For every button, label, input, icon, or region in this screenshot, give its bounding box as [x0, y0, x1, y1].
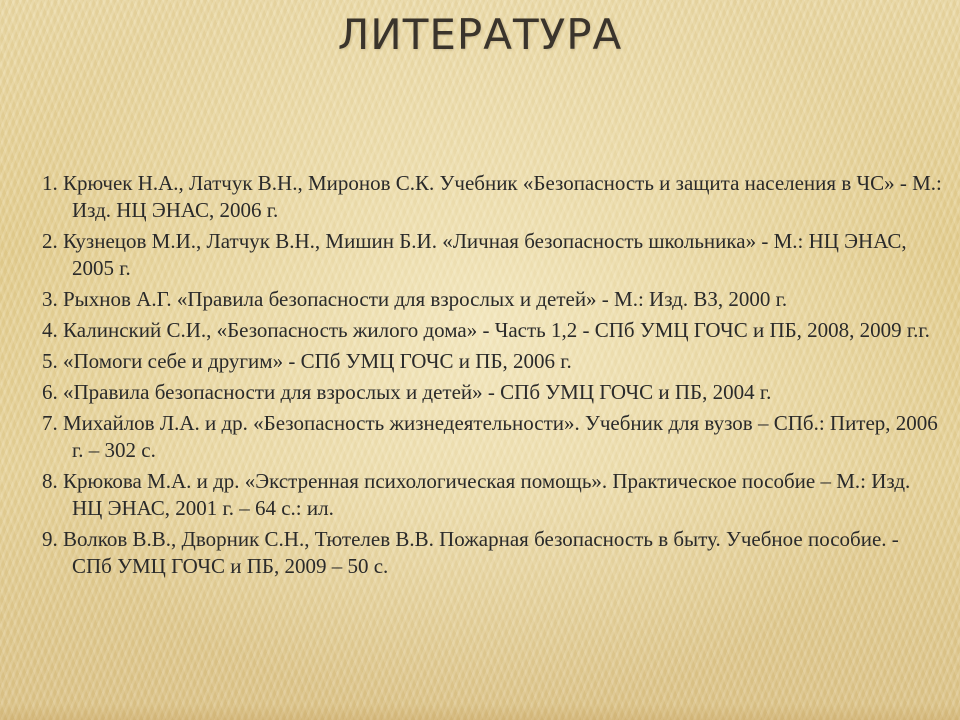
- reference-number: 5.: [42, 349, 58, 373]
- slide-title: ЛИТЕРАТУРА: [337, 10, 623, 59]
- reference-number: 2.: [42, 229, 58, 253]
- reference-number: 6.: [42, 380, 58, 404]
- reference-text: Волков В.В., Дворник С.Н., Тютелев В.В. Пожарная безопасность в быту. Учебное пособие. - СПб УМЦ ГОЧС и ПБ, 2009 – 50 с.: [63, 527, 905, 578]
- reference-number: 9.: [42, 527, 58, 551]
- reference-text: Калинский С.И., «Безопасность жилого дома» - Часть 1,2 - СПб УМЦ ГОЧС и ПБ, 2008, 2009 г.г.: [63, 318, 930, 342]
- reference-text: Михайлов Л.А. и др. «Безопасность жизнедеятельности». Учебник для вузов – СПб.: Питер, 2006 г. – 302 с.: [63, 411, 944, 462]
- reference-number: 3.: [42, 287, 58, 311]
- reference-item: [42, 468, 942, 522]
- reference-number: 8.: [42, 469, 58, 493]
- bottom-shade: [0, 704, 960, 720]
- reference-text: «Правила безопасности для взрослых и детей» - СПб УМЦ ГОЧС и ПБ, 2004 г.: [63, 380, 772, 404]
- reference-item: [42, 348, 942, 375]
- reference-text: Рыхнов А.Г. «Правила безопасности для взрослых и детей» - М.: Изд. ВЗ, 2000 г.: [63, 287, 788, 311]
- reference-item: [42, 526, 942, 580]
- reference-text: Крюкова М.А. и др. «Экстренная психологическая помощь». Практическое пособие – М.: Изд. НЦ ЭНАС, 2001 г. – 64 с.: ил.: [63, 469, 916, 520]
- reference-text: Крючек Н.А., Латчук В.Н., Миронов С.К. Учебник «Безопасность и защита населения в ЧС» - М.: Изд. НЦ ЭНАС, 2006 г.: [63, 171, 948, 222]
- reference-item: [42, 317, 942, 344]
- reference-item: [42, 170, 948, 224]
- reference-number: 1.: [42, 171, 58, 195]
- reference-number: 4.: [42, 318, 58, 342]
- reference-text: Кузнецов М.И., Латчук В.Н., Мишин Б.И. «Личная безопасность школьника» - М.: НЦ ЭНАС, 2005 г.: [63, 229, 912, 280]
- reference-number: 7.: [42, 411, 58, 435]
- reference-text: «Помоги себе и другим» - СПб УМЦ ГОЧС и ПБ, 2006 г.: [63, 349, 572, 373]
- reference-item: [42, 286, 942, 313]
- reference-item: [42, 379, 942, 406]
- reference-item: [42, 410, 942, 464]
- reference-list: [42, 170, 948, 584]
- reference-item: [42, 228, 942, 282]
